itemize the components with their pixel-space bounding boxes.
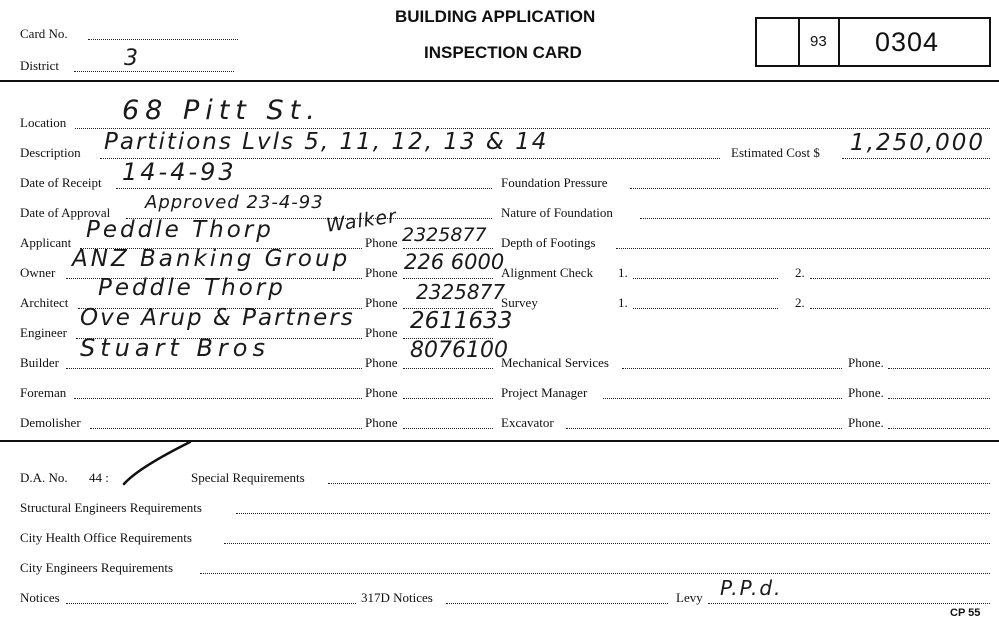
location-label: Location (20, 115, 67, 130)
applicant-phone-label: Phone (365, 235, 398, 250)
architect-label: Architect (20, 295, 69, 310)
applicant-value: Peddle Thorp (86, 217, 274, 243)
builder-phone-label: Phone (365, 355, 398, 370)
mechanical-services-phone-label: Phone. (848, 355, 884, 370)
notices-label: Notices (20, 590, 60, 605)
demolisher-label: Demolisher (20, 415, 81, 430)
levy-field[interactable] (708, 603, 990, 604)
engineer-label: Engineer (20, 325, 67, 340)
demolisher-phone-field[interactable] (403, 428, 493, 429)
alignment-check-label: Alignment Check (501, 265, 594, 280)
number-box (755, 17, 991, 67)
alignment-check-2-field[interactable] (810, 278, 990, 279)
architect-value: Peddle Thorp (98, 275, 286, 301)
excavator-phone-label: Phone. (848, 415, 884, 430)
levy-label: Levy (676, 590, 703, 605)
alignment-check-1-field[interactable] (633, 278, 778, 279)
depth-of-footings-field[interactable] (616, 248, 990, 249)
survey-label: Survey (501, 295, 538, 310)
structural-engineers-field[interactable] (236, 513, 990, 514)
box-number: 0304 (875, 27, 940, 57)
excavator-label: Excavator (501, 415, 554, 430)
foundation-pressure-label: Foundation Pressure (501, 175, 608, 190)
builder-phone-value: 8076100 (410, 338, 508, 363)
estimated-cost-label: Estimated Cost $ (731, 145, 820, 160)
demolisher-field[interactable] (90, 428, 362, 429)
city-health-field[interactable] (224, 543, 990, 544)
owner-phone-field[interactable] (403, 278, 493, 279)
handwritten-slash-mark (118, 438, 198, 488)
date-of-receipt-value: 14-4-93 (122, 158, 237, 186)
builder-phone-field[interactable] (403, 368, 493, 369)
excavator-phone-field[interactable] (888, 428, 990, 429)
engineer-value: Ove Arup & Partners (80, 305, 355, 331)
foundation-pressure-field[interactable] (630, 188, 990, 189)
engineer-phone-label: Phone (365, 325, 398, 340)
survey-1-label: 1. (618, 295, 628, 310)
architect-phone-label: Phone (365, 295, 398, 310)
estimated-cost-value: 1,250,000 (850, 130, 986, 156)
nature-of-foundation-field[interactable] (640, 218, 990, 219)
survey-1-field[interactable] (633, 308, 778, 309)
demolisher-phone-label: Phone (365, 415, 398, 430)
applicant-phone-field[interactable] (403, 248, 493, 249)
district-value: 3 (124, 46, 139, 71)
date-of-receipt-label: Date of Receipt (20, 175, 102, 190)
box-year: 93 (810, 33, 827, 50)
district-label: District (20, 58, 59, 73)
mechanical-services-field[interactable] (622, 368, 842, 369)
depth-of-footings-label: Depth of Footings (501, 235, 596, 250)
number-box-divider (798, 19, 800, 65)
estimated-cost-field[interactable] (842, 158, 990, 159)
foreman-phone-field[interactable] (403, 398, 493, 399)
alignment-check-1-label: 1. (618, 265, 628, 280)
project-manager-phone-label: Phone. (848, 385, 884, 400)
card-no-label: Card No. (20, 26, 68, 41)
notices-317d-label: 317D Notices (361, 590, 433, 605)
survey-2-field[interactable] (810, 308, 990, 309)
city-engineers-field[interactable] (200, 573, 990, 574)
alignment-check-2-label: 2. (795, 265, 805, 280)
builder-value: Stuart Bros (80, 334, 270, 362)
levy-value: P.P.d. (720, 576, 783, 600)
project-manager-label: Project Manager (501, 385, 588, 400)
card-no-field[interactable] (88, 39, 238, 40)
mechanical-services-label: Mechanical Services (501, 355, 609, 370)
excavator-field[interactable] (566, 428, 842, 429)
owner-phone-value: 226 6000 (404, 250, 505, 274)
project-manager-phone-field[interactable] (888, 398, 990, 399)
title-line2: INSPECTION CARD (424, 43, 582, 62)
builder-field[interactable] (66, 368, 362, 369)
foreman-phone-label: Phone (365, 385, 398, 400)
foreman-field[interactable] (74, 398, 362, 399)
notices-317d-field[interactable] (446, 603, 668, 604)
architect-phone-value: 2325877 (416, 280, 506, 304)
date-of-approval-value: Approved 23-4-93 (145, 192, 324, 213)
special-requirements-label: Special Requirements (191, 470, 305, 485)
mechanical-services-phone-field[interactable] (888, 368, 990, 369)
district-field[interactable] (74, 71, 234, 72)
owner-label: Owner (20, 265, 56, 280)
title-line1: BUILDING APPLICATION (395, 7, 596, 26)
date-of-receipt-field[interactable] (116, 188, 492, 189)
nature-of-foundation-label: Nature of Foundation (501, 205, 613, 220)
structural-engineers-label: Structural Engineers Requirements (20, 500, 202, 515)
location-value: 68 Pitt St. (122, 95, 321, 126)
number-box-divider (838, 19, 840, 65)
da-no-value: 44 : (89, 470, 109, 485)
applicant-label: Applicant (20, 235, 72, 250)
description-value: Partitions Lvls 5, 11, 12, 13 & 14 (104, 129, 549, 155)
builder-label: Builder (20, 355, 59, 370)
form-code: CP 55 (950, 607, 981, 619)
owner-value: ANZ Banking Group (72, 246, 351, 272)
project-manager-field[interactable] (603, 398, 842, 399)
date-of-approval-label: Date of Approval (20, 205, 111, 220)
survey-2-label: 2. (795, 295, 805, 310)
description-label: Description (20, 145, 81, 160)
da-no-label: D.A. No. (20, 470, 68, 485)
city-engineers-label: City Engineers Requirements (20, 560, 174, 575)
applicant-phone-value: 2325877 (402, 224, 487, 246)
applicant-value-extra: Walker (324, 205, 399, 237)
city-health-label: City Health Office Requirements (20, 530, 192, 545)
engineer-phone-value: 2611633 (410, 308, 513, 334)
foreman-label: Foreman (20, 385, 67, 400)
special-requirements-field[interactable] (328, 483, 990, 484)
notices-field[interactable] (66, 603, 356, 604)
owner-phone-label: Phone (365, 265, 398, 280)
header-rule (0, 80, 999, 82)
